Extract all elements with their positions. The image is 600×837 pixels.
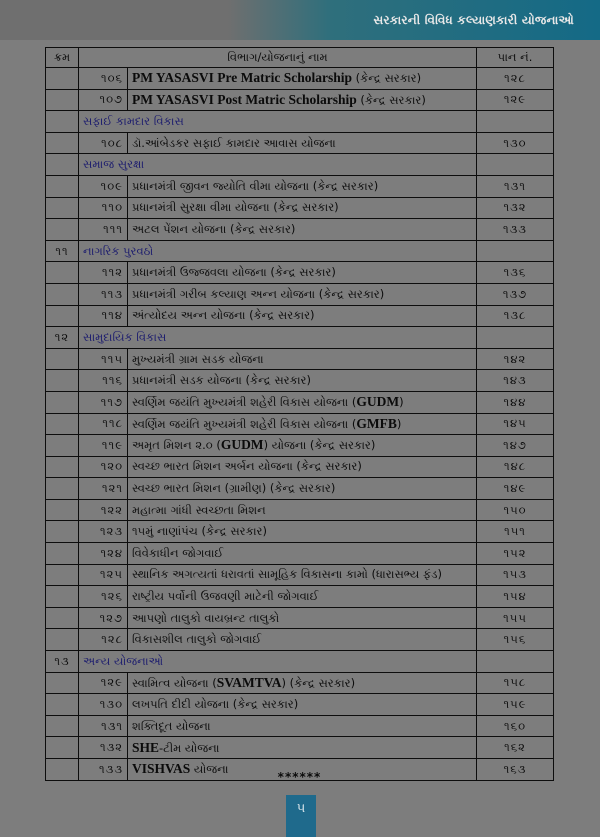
scheme-number: ૧૧૦ — [79, 197, 128, 219]
table-row — [46, 175, 554, 197]
scheme-number: ૧૧૩ — [79, 283, 128, 305]
section-number — [46, 737, 79, 759]
section-heading: નાગરિક પુરવઠો — [79, 240, 477, 262]
column-header-serial: ક્રમ — [46, 48, 79, 68]
column-header-scheme-name: વિભાગ/યોજનાનું નામ — [79, 48, 477, 68]
scheme-name-part: રાષ્ટ્રીય પર્વોની ઉજવણી માટેની જોગવાઈ — [132, 589, 319, 604]
scheme-name-part: ) યોજના (કેન્દ્ર સરકાર) — [263, 438, 376, 453]
scheme-name-part: સ્વામિત્વ યોજના ( — [132, 675, 217, 690]
scheme-name-part: પ્રધાનમંત્રી સુરક્ષા વીમા યોજના (કેન્દ્ર સરકાર) — [132, 200, 339, 215]
scheme-name — [128, 629, 477, 651]
scheme-name — [128, 305, 477, 327]
scheme-name-part: ડૉ.આંબેડકર સફાઈ કામદાર આવાસ યોજના — [132, 135, 336, 150]
table-row — [46, 672, 554, 694]
page-number: ૫ — [296, 801, 306, 816]
section-number — [46, 348, 79, 370]
scheme-number: ૧૩૧ — [79, 715, 128, 737]
scheme-name — [128, 348, 477, 370]
section-heading-row — [46, 240, 554, 262]
scheme-name-part: GMFB — [356, 415, 397, 431]
section-number — [46, 413, 79, 435]
scheme-name — [128, 672, 477, 694]
section-number — [46, 89, 79, 111]
header-band — [0, 0, 600, 40]
scheme-name — [128, 132, 477, 154]
scheme-name-part: પ્રધાનમંત્રી જીવન જ્યોતિ વીમા યોજના (કેન્દ્ર સરકાર) — [132, 178, 379, 193]
scheme-name-part: VISHVAS — [132, 761, 191, 777]
scheme-name-part: GUDM — [356, 394, 400, 410]
scheme-number: ૧૨૮ — [79, 629, 128, 651]
table-header-row — [46, 48, 554, 68]
table-row — [46, 262, 554, 284]
page-number-cell: ૧૫૫ — [477, 607, 554, 629]
section-number — [46, 262, 79, 284]
scheme-number: ૧૩૦ — [79, 694, 128, 716]
scheme-name-part: પ્રધાનમંત્રી ગરીબ કલ્યાણ અન્ન યોજના (કેન્દ્ર સરકાર) — [132, 286, 385, 301]
section-number — [46, 543, 79, 565]
scheme-name — [128, 607, 477, 629]
section-number — [46, 456, 79, 478]
section-number — [46, 694, 79, 716]
table-row — [46, 413, 554, 435]
scheme-name-part: PM YASASVI Pre Matric Scholarship — [132, 70, 352, 86]
page-number-cell: ૧૫૪ — [477, 586, 554, 608]
table-row — [46, 629, 554, 651]
section-number — [46, 68, 79, 90]
scheme-number: ૧૨૯ — [79, 672, 128, 694]
scheme-name — [128, 175, 477, 197]
scheme-number: ૧૦૬ — [79, 68, 128, 90]
table-row — [46, 219, 554, 241]
scheme-name — [128, 435, 477, 457]
scheme-name — [128, 478, 477, 500]
scheme-name — [128, 68, 477, 90]
section-heading-row — [46, 651, 554, 673]
section-number — [46, 391, 79, 413]
table-row — [46, 543, 554, 565]
end-stars: ****** — [277, 770, 322, 784]
page-number-cell: ૧૩૩ — [477, 219, 554, 241]
scheme-name-part: SHE — [132, 739, 160, 755]
scheme-name — [128, 391, 477, 413]
scheme-number: ૧૨૦ — [79, 456, 128, 478]
empty-page-cell — [477, 154, 554, 176]
scheme-number: ૧૩૨ — [79, 737, 128, 759]
header-title: સરકારની વિવિધ કલ્યાણકારી યોજનાઓ — [373, 13, 574, 27]
section-number — [46, 478, 79, 500]
page-number-cell: ૧૫૮ — [477, 672, 554, 694]
scheme-number: ૧૧૯ — [79, 435, 128, 457]
section-heading: અન્ય યોજનાઓ — [79, 651, 477, 673]
scheme-name-part: સ્વર્ણિમ જયંતિ મુખ્યમંત્રી શહેરી વિકાસ યોજના ( — [132, 416, 357, 431]
section-number — [46, 305, 79, 327]
scheme-name-part: અમૃત મિશન ૨.૦ ( — [132, 438, 221, 453]
table-row — [46, 737, 554, 759]
page-number-cell: ૧૨૯ — [477, 89, 554, 111]
page-number-cell: ૧૫૦ — [477, 499, 554, 521]
table-row — [46, 391, 554, 413]
section-heading-row — [46, 327, 554, 349]
section-number — [46, 219, 79, 241]
section-number — [46, 521, 79, 543]
scheme-name-part: (કેન્દ્ર સરકાર) — [352, 71, 422, 86]
section-heading: સફાઈ કામદાર વિકાસ — [79, 111, 477, 133]
table-row — [46, 478, 554, 500]
empty-page-cell — [477, 240, 554, 262]
table-row — [46, 283, 554, 305]
scheme-name-part: GUDM — [220, 437, 264, 453]
scheme-name-part: ) — [396, 416, 402, 431]
section-number — [46, 629, 79, 651]
table-row — [46, 305, 554, 327]
scheme-name-part: મુખ્યમંત્રી ગ્રામ સડક યોજના — [132, 351, 264, 366]
scheme-number: ૧૦૯ — [79, 175, 128, 197]
scheme-number: ૧૨૩ — [79, 521, 128, 543]
scheme-name — [128, 456, 477, 478]
scheme-name — [128, 543, 477, 565]
scheme-name — [128, 370, 477, 392]
table-row — [46, 586, 554, 608]
page-number-cell: ૧૩૬ — [477, 262, 554, 284]
scheme-name-part: વિવેકાધીન જોગવાઈ — [132, 545, 224, 560]
scheme-name — [128, 715, 477, 737]
scheme-name-part: શક્તિદૂત યોજના — [132, 718, 211, 733]
scheme-name-part: આપણો તાલુકો વાયબ્રન્ટ તાલુકો — [132, 610, 280, 625]
section-number — [46, 154, 79, 176]
scheme-name — [128, 564, 477, 586]
scheme-number: ૧૧૫ — [79, 348, 128, 370]
section-number — [46, 499, 79, 521]
scheme-number: ૧૨૧ — [79, 478, 128, 500]
scheme-name — [128, 521, 477, 543]
scheme-name — [128, 219, 477, 241]
section-heading: સમાજ સુરક્ષા — [79, 154, 477, 176]
section-number — [46, 715, 79, 737]
page-number-cell: ૧૩૨ — [477, 197, 554, 219]
scheme-index-table — [45, 47, 554, 781]
table-row — [46, 715, 554, 737]
scheme-name-part: મહાત્મા ગાંધી સ્વચ્છતા મિશન — [132, 502, 266, 517]
scheme-name-part: ) — [399, 395, 404, 410]
page-number-cell: ૧૬૩ — [477, 759, 554, 781]
scheme-name — [128, 89, 477, 111]
section-number — [46, 283, 79, 305]
scheme-name — [128, 413, 477, 435]
scheme-number: ૧૨૭ — [79, 607, 128, 629]
table-row — [46, 694, 554, 716]
section-number — [46, 607, 79, 629]
scheme-name — [128, 586, 477, 608]
page-number-cell: ૧૩૭ — [477, 283, 554, 305]
table-row — [46, 89, 554, 111]
table-row — [46, 456, 554, 478]
scheme-name — [128, 197, 477, 219]
scheme-name-part: SVAMTVA — [216, 674, 282, 690]
scheme-name-part: ) (કેન્દ્ર સરકાર) — [281, 675, 356, 690]
scheme-name-part: સ્થાનિક અગત્યતાં ધરાવતાં સામૂહિક વિકાસના કામો (ધારાસભ્ય ફંડ) — [132, 567, 442, 582]
scheme-name-part: સ્વચ્છ ભારત મિશન (ગ્રામીણ) (કેન્દ્ર સરકાર) — [132, 481, 336, 496]
empty-page-cell — [477, 651, 554, 673]
page-number-tab — [286, 795, 316, 837]
scheme-name-part: અંત્યોદય અન્ન યોજના (કેન્દ્ર સરકાર) — [132, 308, 315, 323]
table-row — [46, 348, 554, 370]
table-row — [46, 607, 554, 629]
scheme-name-part: ૧૫મું નાણાંપંચ (કેન્દ્ર સરકાર) — [132, 524, 267, 539]
page-number-cell: ૧૪૪ — [477, 391, 554, 413]
scheme-number: ૧૧૧ — [79, 219, 128, 241]
page-number-cell: ૧૩૧ — [477, 175, 554, 197]
table-row — [46, 370, 554, 392]
section-heading-row — [46, 111, 554, 133]
scheme-name — [128, 262, 477, 284]
page-number-cell: ૧૫૩ — [477, 564, 554, 586]
page-number-cell: ૧૫૨ — [477, 543, 554, 565]
page-number-cell: ૧૪૯ — [477, 478, 554, 500]
section-number — [46, 672, 79, 694]
scheme-number: ૧૦૭ — [79, 89, 128, 111]
scheme-name-part: PM YASASVI Post Matric Scholarship — [132, 91, 357, 107]
page-number-cell: ૧૫૯ — [477, 694, 554, 716]
page-number-cell: ૧૫૧ — [477, 521, 554, 543]
scheme-name-part: સ્વચ્છ ભારત મિશન અર્બન યોજના (કેન્દ્ર સરકાર) — [132, 459, 362, 474]
scheme-number: ૧૧૪ — [79, 305, 128, 327]
section-heading-row — [46, 154, 554, 176]
page-number-cell: ૧૪૮ — [477, 456, 554, 478]
scheme-name — [128, 737, 477, 759]
page-number-cell: ૧૩૮ — [477, 305, 554, 327]
page-number-cell: ૧૩૦ — [477, 132, 554, 154]
section-number — [46, 586, 79, 608]
section-number — [46, 111, 79, 133]
scheme-number: ૧૨૪ — [79, 543, 128, 565]
section-number — [46, 197, 79, 219]
scheme-name — [128, 499, 477, 521]
section-heading: સામુદાયિક વિકાસ — [79, 327, 477, 349]
scheme-number: ૧૧૬ — [79, 370, 128, 392]
section-number — [46, 132, 79, 154]
scheme-name-part: લખપતિ દીદી યોજના (કેન્દ્ર સરકાર) — [132, 697, 299, 712]
section-number: ૧૩ — [46, 651, 79, 673]
scheme-number: ૧૨૨ — [79, 499, 128, 521]
column-header-page-number: પાન નં. — [477, 48, 554, 68]
scheme-number: ૧૧૨ — [79, 262, 128, 284]
scheme-name-part: વિકાસશીલ તાલુકો જોગવાઈ — [132, 632, 262, 647]
scheme-name — [128, 283, 477, 305]
section-number — [46, 564, 79, 586]
section-number — [46, 175, 79, 197]
table-row — [46, 564, 554, 586]
table-row — [46, 435, 554, 457]
page-number-cell: ૧૫૬ — [477, 629, 554, 651]
page-number-cell: ૧૨૮ — [477, 68, 554, 90]
page-number-cell: ૧૪૭ — [477, 435, 554, 457]
page-number-cell: ૧૪૩ — [477, 370, 554, 392]
scheme-name — [128, 694, 477, 716]
scheme-name-part: -ટીમ યોજના — [159, 740, 220, 755]
table-row — [46, 499, 554, 521]
section-number: ૧૧ — [46, 240, 79, 262]
scheme-number: ૧૧૮ — [79, 413, 128, 435]
scheme-name-part: (કેન્દ્ર સરકાર) — [356, 92, 426, 107]
scheme-name-part: યોજના — [190, 762, 229, 777]
section-number — [46, 370, 79, 392]
page-number-cell: ૧૪૫ — [477, 413, 554, 435]
scheme-number: ૧૨૫ — [79, 564, 128, 586]
section-number: ૧૨ — [46, 327, 79, 349]
scheme-number: ૧૧૭ — [79, 391, 128, 413]
scheme-name-part: પ્રધાનમંત્રી ઉજ્જવલા યોજના (કેન્દ્ર સરકાર) — [132, 265, 336, 280]
page-number-cell: ૧૬૨ — [477, 737, 554, 759]
scheme-name-part: સ્વર્ણિમ જયંતિ મુખ્યમંત્રી શહેરી વિકાસ યોજના ( — [132, 395, 357, 410]
table-row — [46, 68, 554, 90]
section-number — [46, 435, 79, 457]
scheme-number: ૧૩૩ — [79, 759, 128, 781]
empty-page-cell — [477, 111, 554, 133]
page-number-cell: ૧૪૨ — [477, 348, 554, 370]
table-row — [46, 521, 554, 543]
scheme-name-part: અટલ પેંશન યોજના (કેન્દ્ર સરકાર) — [132, 221, 296, 236]
scheme-name-part: પ્રધાનમંત્રી સડક યોજના (કેન્દ્ર સરકાર) — [132, 373, 311, 388]
table-row — [46, 197, 554, 219]
table-row — [46, 132, 554, 154]
page-number-cell: ૧૬૦ — [477, 715, 554, 737]
scheme-number: ૧૨૬ — [79, 586, 128, 608]
scheme-number: ૧૦૮ — [79, 132, 128, 154]
empty-page-cell — [477, 327, 554, 349]
